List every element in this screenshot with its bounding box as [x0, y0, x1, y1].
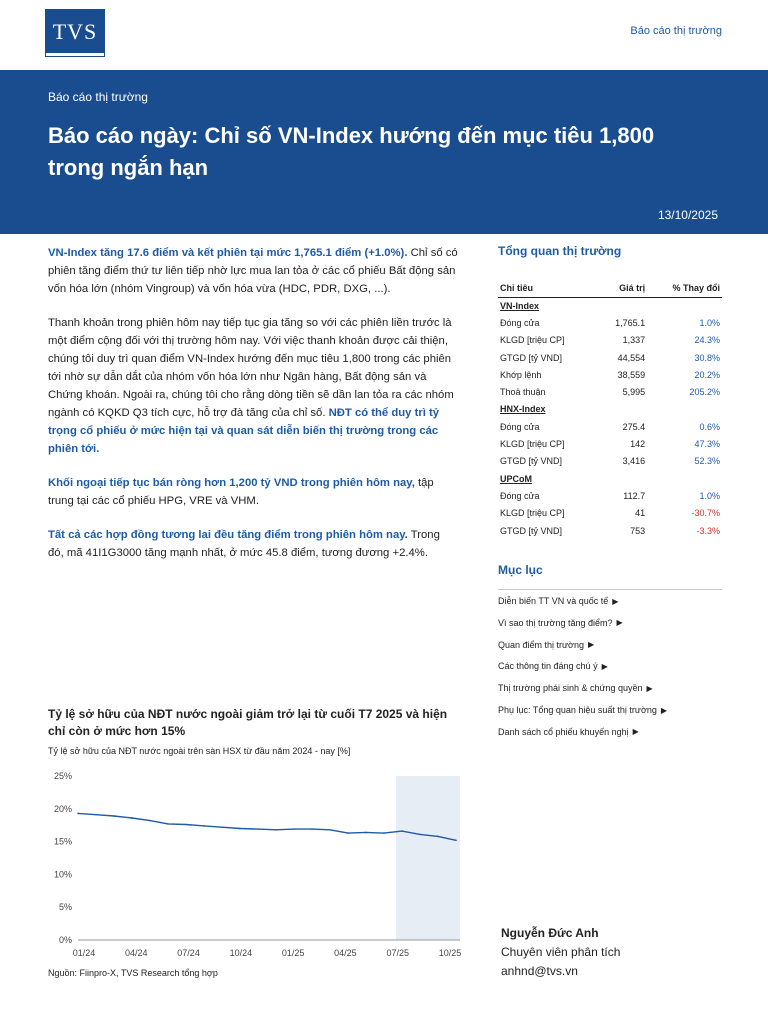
toc-item-label: Thị trường phái sinh & chứng quyền — [498, 683, 643, 694]
y-tick-label: 20% — [53, 803, 72, 814]
x-tick-label: 04/25 — [334, 948, 357, 958]
table-row — [498, 366, 722, 383]
toc-item[interactable] — [498, 721, 722, 743]
cell-value: 1,337 — [622, 335, 646, 346]
x-tick-label: 07/24 — [177, 948, 200, 958]
data-point — [401, 830, 403, 832]
top-report-label: Báo cáo thị trường — [630, 25, 722, 37]
cell-label: Thoả thuận — [500, 387, 546, 398]
data-point — [329, 829, 331, 831]
col-value: Giá trị — [598, 280, 647, 297]
cell-change: 205.2% — [689, 387, 720, 398]
market-table-body — [498, 297, 722, 539]
futures-text: Trong đó, mã 41I1G3000 tăng mạnh nhất, ở mức 45.8 điểm, tương đương +2.4%. — [48, 529, 440, 559]
toc-item[interactable] — [498, 656, 722, 678]
data-point — [365, 832, 367, 834]
summary-highlight: VN-Index tăng 17.6 điểm và kết phiên tại mức 1,765.1 điểm (+1.0%). — [48, 247, 408, 259]
data-point — [311, 828, 313, 830]
report-title: Báo cáo ngày: Chỉ số VN-Index hướng đến mục tiêu 1,800 trong ngắn hạn — [48, 123, 655, 180]
toc-title: Mục lục — [498, 563, 543, 578]
data-point — [203, 825, 205, 827]
table-row — [498, 505, 722, 522]
cell-change: -30.7% — [691, 508, 720, 519]
tvs-logo: TVS — [46, 10, 104, 56]
table-row — [498, 453, 722, 470]
title-banner — [0, 70, 768, 234]
data-point — [293, 828, 295, 830]
cell-change: -3.3% — [696, 525, 720, 536]
y-tick-label: 10% — [53, 869, 72, 880]
liquidity-text: Thanh khoản trong phiên hôm nay tiếp tục gia tăng so với các phiên liền trước là một điểm cộng đối với thị trường hôm nay. Với việc thanh khoản được cải thiện, chúng tôi duy trì quan điểm VN-Index hướng đến mục tiêu 1,800 trong các phiên tới nhờ sự dẫn dắt của nhóm vốn hóa lớn như Ngân hàng, Bất động sản và Chứng khoán. Ngoài ra, chúng tôi cho rằng dòng tiền sẽ dần lan tỏa ra các nhóm ngành có KQKD Q3 tích cực, hỗ trợ đà tăng của chỉ số. — [48, 317, 454, 419]
data-point — [239, 828, 241, 830]
triangle-right-icon: ▶ — [632, 727, 639, 737]
x-tick-label: 01/24 — [72, 948, 96, 958]
summary-text: Chỉ số có phiên tăng điểm thứ tư liên tiếp nhờ lực mua lan tỏa ở các cổ phiếu Bất động sản vốn hóa lớn (nhóm Vingroup) và vốn hóa vừa (HDC, PDR, DXG, ...). — [48, 247, 458, 295]
table-row — [498, 314, 722, 331]
toc-item[interactable] — [498, 612, 722, 634]
toc-item-label: Danh sách cổ phiếu khuyến nghị — [498, 726, 629, 737]
group-name: VN-Index — [500, 300, 540, 311]
cell-value: 44,554 — [617, 352, 646, 363]
data-point — [347, 832, 349, 834]
data-point — [383, 832, 385, 834]
cell-value: 38,559 — [617, 369, 646, 380]
data-point — [257, 828, 259, 830]
top-bar — [0, 0, 768, 70]
paragraph-futures — [48, 526, 458, 562]
y-tick-label: 0% — [58, 935, 72, 945]
cell-value: 112.7 — [623, 490, 646, 501]
cell-change: 1.0% — [699, 490, 720, 501]
data-point — [131, 817, 133, 819]
data-point — [221, 826, 223, 828]
table-row — [498, 383, 722, 400]
foreign-text: tập trung tại các cổ phiếu HPG, VRE và VHM. — [48, 477, 434, 507]
data-point — [419, 834, 421, 836]
author-name: Nguyễn Đức Anh — [501, 926, 599, 940]
cell-value: 753 — [630, 525, 646, 536]
cell-label: KLGD [triệu CP] — [500, 439, 565, 450]
futures-highlight: Tất cả các hợp đồng tương lai đều tăng điểm trong phiên hôm nay. — [48, 529, 408, 541]
toc-item-label: Diễn biến TT VN và quốc tế — [498, 596, 609, 607]
cell-label: Đóng cửa — [500, 421, 540, 432]
toc-item[interactable] — [498, 634, 722, 656]
cell-change: 24.3% — [694, 335, 720, 346]
triangle-right-icon: ▶ — [601, 661, 608, 671]
col-indicator: Chỉ tiêu — [498, 280, 598, 297]
author-block — [501, 924, 620, 981]
cell-change: 1.0% — [699, 317, 720, 328]
toc-item[interactable] — [498, 590, 722, 612]
table-row — [498, 349, 722, 366]
toc-item-label: Quan điểm thị trường — [498, 639, 584, 650]
cell-change: 0.6% — [699, 421, 720, 432]
triangle-right-icon: ▶ — [660, 705, 668, 715]
cell-value: 3,416 — [622, 456, 646, 467]
cell-label: Đóng cửa — [500, 490, 540, 501]
group-name: UPCoM — [500, 473, 532, 484]
group-name: HNX-Index — [500, 404, 546, 415]
cell-label: Đóng cửa — [500, 317, 540, 328]
market-overview-table — [498, 280, 722, 539]
data-point — [149, 820, 151, 822]
author-email[interactable]: anhnd@tvs.vn — [501, 964, 578, 978]
cell-label: GTGD [tỷ VND] — [500, 456, 563, 467]
y-tick-label: 5% — [58, 902, 72, 913]
paragraph-summary — [48, 244, 458, 298]
cell-change: 20.2% — [694, 369, 720, 380]
cell-label: KLGD [triệu CP] — [500, 335, 565, 346]
col-change: % Thay đổi — [647, 280, 722, 297]
triangle-right-icon: ▶ — [612, 596, 619, 606]
table-row — [498, 435, 722, 452]
triangle-right-icon: ▶ — [587, 640, 595, 650]
data-point — [95, 814, 97, 816]
market-overview-title: Tổng quan thị trường — [498, 244, 622, 258]
toc-item-label: Vì sao thị trường tăng điểm? — [498, 617, 613, 628]
cell-change: 47.3% — [694, 439, 720, 450]
cell-label: KLGD [triệu CP] — [500, 508, 565, 519]
data-point — [455, 839, 457, 841]
ownership-chart-svg — [48, 764, 468, 964]
toc-list — [498, 589, 722, 743]
report-date: 13/10/2025 — [657, 208, 718, 222]
table-row — [498, 418, 722, 435]
x-tick-label: 10/24 — [229, 948, 253, 958]
cell-change: 30.8% — [694, 352, 720, 363]
cell-value: 142 — [630, 439, 646, 450]
cell-change: 52.3% — [694, 456, 720, 467]
paragraph-liquidity — [48, 314, 458, 458]
ownership-chart — [48, 764, 468, 964]
toc-item[interactable] — [498, 677, 722, 699]
table-row — [498, 522, 722, 539]
x-tick-label: 07/25 — [386, 948, 409, 958]
x-tick-label: 01/25 — [281, 948, 305, 958]
table-header-row — [498, 280, 722, 297]
report-kicker: Báo cáo thị trường — [48, 90, 148, 104]
cell-value: 41 — [635, 508, 646, 519]
table-group-row — [498, 297, 722, 314]
data-point — [167, 823, 169, 825]
toc-item-label: Phụ lục: Tổng quan hiệu suất thị trường — [498, 705, 657, 716]
data-point — [275, 829, 277, 831]
table-row — [498, 332, 722, 349]
data-point — [113, 815, 115, 817]
y-tick-label: 15% — [53, 836, 72, 847]
paragraph-foreign — [48, 474, 458, 510]
x-tick-label: 10/25 — [438, 948, 462, 958]
y-tick-label: 25% — [53, 771, 72, 781]
table-group-row — [498, 401, 722, 418]
cell-value: 1,765.1 — [615, 317, 646, 328]
cell-label: Khớp lệnh — [500, 369, 542, 380]
cell-value: 275.4 — [622, 421, 646, 432]
highlight-band — [396, 776, 460, 940]
chart-source: Nguồn: Fiinpro-X, TVS Research tổng hợp — [48, 968, 218, 978]
cell-value: 5,995 — [622, 387, 646, 398]
data-point — [185, 824, 187, 826]
table-group-row — [498, 470, 722, 487]
commentary — [48, 244, 458, 578]
table-row — [498, 487, 722, 504]
cell-label: GTGD [tỷ VND] — [500, 352, 563, 363]
chart-title: Tỷ lệ sở hữu của NĐT nước ngoài trên sàn HSX từ đầu năm 2024 - nay [%] — [48, 746, 351, 756]
chart-heading: Tỷ lệ sở hữu của NĐT nước ngoài giảm trở lại từ cuối T7 2025 và hiện chỉ còn ở mức hơn 15% — [48, 707, 448, 738]
data-point — [77, 813, 79, 815]
liquidity-highlight: NĐT có thể duy trì tỷ trọng cổ phiếu ở mức hiện tại và quan sát diễn biến thị trường trong các phiên tới. — [48, 407, 440, 455]
author-role: Chuyên viên phân tích — [501, 945, 621, 959]
sidebar — [498, 244, 722, 743]
data-point — [437, 836, 439, 838]
cell-label: GTGD [tỷ VND] — [500, 525, 563, 536]
x-tick-label: 04/24 — [125, 948, 148, 958]
foreign-highlight: Khối ngoại tiếp tục bán ròng hơn 1,200 tỷ VND trong phiên hôm nay, — [48, 477, 415, 489]
toc-item[interactable] — [498, 699, 722, 721]
triangle-right-icon: ▶ — [646, 683, 653, 693]
toc-item-label: Các thông tin đáng chú ý — [498, 661, 598, 672]
triangle-right-icon: ▶ — [616, 618, 623, 628]
